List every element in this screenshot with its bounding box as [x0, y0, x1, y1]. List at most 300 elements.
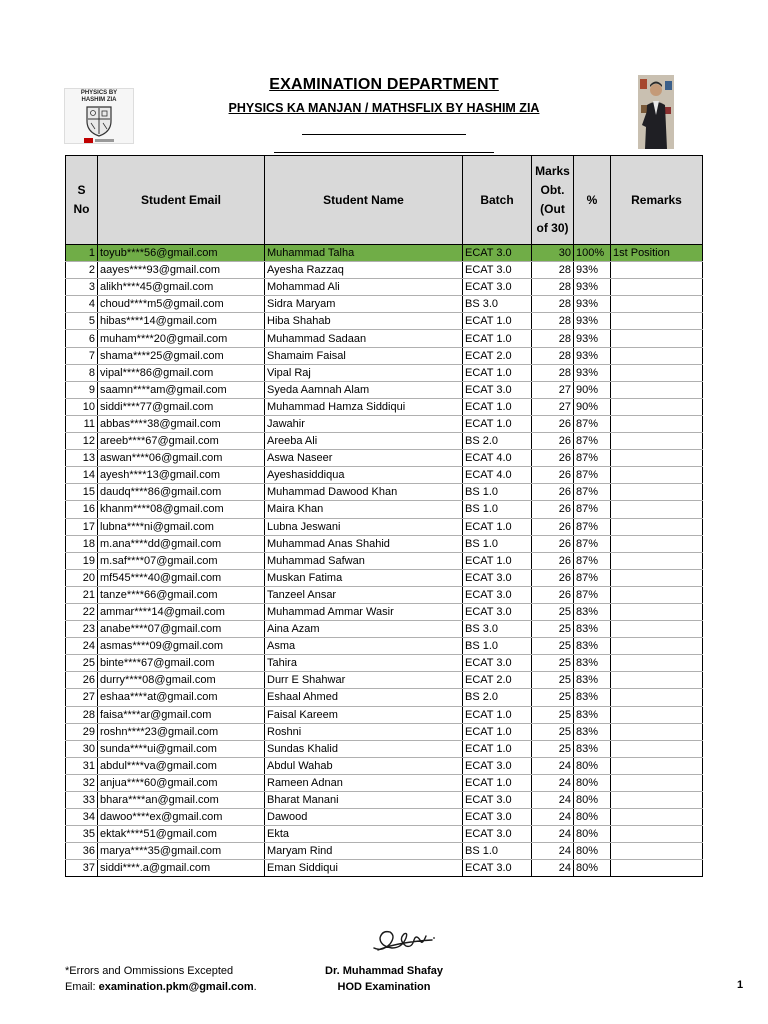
cell-remarks	[611, 433, 703, 450]
table-row	[66, 467, 703, 484]
divider-line	[302, 134, 466, 135]
physics-logo	[64, 88, 134, 144]
cell-sno: 29	[66, 723, 98, 740]
cell-marks: 27	[532, 398, 574, 415]
table-row	[66, 740, 703, 757]
cell-batch: BS 3.0	[463, 621, 532, 638]
cell-percent: 80%	[574, 774, 611, 791]
cell-sno: 17	[66, 518, 98, 535]
cell-percent: 83%	[574, 621, 611, 638]
table-row	[66, 245, 703, 262]
cell-email: marya****35@gmail.com	[98, 843, 265, 860]
cell-name: Eman Siddiqui	[265, 860, 463, 877]
contact-email-line	[65, 979, 257, 995]
cell-percent: 80%	[574, 843, 611, 860]
divider-line	[274, 152, 494, 153]
cell-sno: 8	[66, 364, 98, 381]
cell-sno: 32	[66, 774, 98, 791]
cell-sno: 37	[66, 860, 98, 877]
cell-sno: 9	[66, 381, 98, 398]
cell-sno: 33	[66, 792, 98, 809]
cell-percent: 87%	[574, 586, 611, 603]
cell-batch: ECAT 1.0	[463, 706, 532, 723]
cell-email: areeb****67@gmail.com	[98, 433, 265, 450]
cell-remarks	[611, 603, 703, 620]
cell-sno: 1	[66, 245, 98, 262]
table-row	[66, 552, 703, 569]
cell-name: Roshni	[265, 723, 463, 740]
cell-batch: ECAT 3.0	[463, 381, 532, 398]
cell-name: Lubna Jeswani	[265, 518, 463, 535]
cell-email: daudq****86@gmail.com	[98, 484, 265, 501]
table-row	[66, 638, 703, 655]
column-header-remarks: Remarks	[611, 156, 703, 245]
errors-note: *Errors and Ommissions Excepted	[65, 965, 234, 977]
cell-email: anjua****60@gmail.com	[98, 774, 265, 791]
cell-name: Vipal Raj	[265, 364, 463, 381]
cell-email: sunda****ui@gmail.com	[98, 740, 265, 757]
cell-marks: 26	[532, 586, 574, 603]
table-row	[66, 655, 703, 672]
signer-name: Dr. Muhammad Shafay	[325, 965, 443, 977]
cell-remarks	[611, 621, 703, 638]
cell-marks: 28	[532, 262, 574, 279]
cell-batch: ECAT 1.0	[463, 518, 532, 535]
cell-batch: BS 1.0	[463, 638, 532, 655]
cell-sno: 14	[66, 467, 98, 484]
cell-remarks	[611, 774, 703, 791]
cell-batch: ECAT 1.0	[463, 330, 532, 347]
cell-remarks	[611, 415, 703, 432]
table-row	[66, 603, 703, 620]
cell-batch: ECAT 1.0	[463, 723, 532, 740]
cell-batch: ECAT 3.0	[463, 279, 532, 296]
cell-sno: 6	[66, 330, 98, 347]
cell-batch: ECAT 4.0	[463, 450, 532, 467]
cell-marks: 24	[532, 809, 574, 826]
cell-email: dawoo****ex@gmail.com	[98, 809, 265, 826]
results-table	[65, 155, 703, 877]
cell-percent: 93%	[574, 262, 611, 279]
cell-sno: 21	[66, 586, 98, 603]
table-row	[66, 501, 703, 518]
cell-name: Faisal Kareem	[265, 706, 463, 723]
cell-batch: ECAT 2.0	[463, 672, 532, 689]
cell-email: tanze****66@gmail.com	[98, 586, 265, 603]
cell-percent: 100%	[574, 245, 611, 262]
cell-sno: 16	[66, 501, 98, 518]
cell-remarks	[611, 467, 703, 484]
column-header-email: Student Email	[98, 156, 265, 245]
cell-batch: BS 1.0	[463, 535, 532, 552]
table-row	[66, 415, 703, 432]
table-row	[66, 792, 703, 809]
table-row	[66, 723, 703, 740]
cell-percent: 90%	[574, 381, 611, 398]
cell-remarks	[611, 672, 703, 689]
cell-percent: 93%	[574, 313, 611, 330]
cell-remarks	[611, 330, 703, 347]
cell-batch: BS 1.0	[463, 843, 532, 860]
cell-marks: 26	[532, 552, 574, 569]
cell-email: ammar****14@gmail.com	[98, 603, 265, 620]
red-badge-icon	[84, 138, 114, 143]
cell-remarks	[611, 535, 703, 552]
cell-percent: 87%	[574, 535, 611, 552]
cell-percent: 87%	[574, 433, 611, 450]
cell-percent: 87%	[574, 450, 611, 467]
cell-batch: ECAT 1.0	[463, 415, 532, 432]
cell-marks: 26	[532, 501, 574, 518]
cell-marks: 25	[532, 603, 574, 620]
cell-marks: 26	[532, 518, 574, 535]
cell-batch: ECAT 1.0	[463, 313, 532, 330]
cell-marks: 26	[532, 450, 574, 467]
cell-sno: 12	[66, 433, 98, 450]
cell-percent: 83%	[574, 706, 611, 723]
signer-block	[324, 963, 444, 995]
table-row	[66, 774, 703, 791]
contact-email: examination.pkm@gmail.com	[98, 981, 254, 993]
cell-name: Syeda Aamnah Alam	[265, 381, 463, 398]
cell-percent: 90%	[574, 398, 611, 415]
cell-batch: BS 1.0	[463, 484, 532, 501]
cell-marks: 25	[532, 655, 574, 672]
table-row	[66, 826, 703, 843]
cell-batch: ECAT 1.0	[463, 774, 532, 791]
cell-sno: 34	[66, 809, 98, 826]
cell-marks: 25	[532, 706, 574, 723]
cell-sno: 3	[66, 279, 98, 296]
cell-remarks	[611, 655, 703, 672]
cell-sno: 11	[66, 415, 98, 432]
cell-sno: 18	[66, 535, 98, 552]
cell-percent: 83%	[574, 740, 611, 757]
cell-marks: 26	[532, 433, 574, 450]
cell-remarks	[611, 552, 703, 569]
cell-name: Muhammad Ammar Wasir	[265, 603, 463, 620]
cell-name: Muhammad Dawood Khan	[265, 484, 463, 501]
cell-sno: 36	[66, 843, 98, 860]
cell-marks: 24	[532, 826, 574, 843]
cell-percent: 80%	[574, 792, 611, 809]
cell-sno: 19	[66, 552, 98, 569]
cell-sno: 24	[66, 638, 98, 655]
cell-name: Durr E Shahwar	[265, 672, 463, 689]
cell-name: Muskan Fatima	[265, 569, 463, 586]
cell-email: choud****m5@gmail.com	[98, 296, 265, 313]
cell-name: Areeba Ali	[265, 433, 463, 450]
cell-remarks	[611, 843, 703, 860]
cell-batch: ECAT 1.0	[463, 740, 532, 757]
cell-name: Maira Khan	[265, 501, 463, 518]
results-table-body	[66, 245, 703, 877]
signer-title: HOD Examination	[337, 981, 431, 993]
cell-email: toyub****56@gmail.com	[98, 245, 265, 262]
cell-remarks	[611, 638, 703, 655]
table-row	[66, 518, 703, 535]
cell-batch: ECAT 3.0	[463, 603, 532, 620]
page-title: EXAMINATION DEPARTMENT	[269, 76, 499, 93]
table-row	[66, 313, 703, 330]
cell-percent: 87%	[574, 467, 611, 484]
cell-marks: 28	[532, 296, 574, 313]
cell-remarks: 1st Position	[611, 245, 703, 262]
cell-remarks	[611, 569, 703, 586]
table-row	[66, 621, 703, 638]
cell-remarks	[611, 279, 703, 296]
cell-marks: 26	[532, 569, 574, 586]
cell-batch: ECAT 3.0	[463, 569, 532, 586]
cell-percent: 83%	[574, 603, 611, 620]
cell-email: saamn****am@gmail.com	[98, 381, 265, 398]
table-row	[66, 450, 703, 467]
cell-name: Muhammad Hamza Siddiqui	[265, 398, 463, 415]
cell-email: binte****67@gmail.com	[98, 655, 265, 672]
cell-remarks	[611, 723, 703, 740]
cell-marks: 28	[532, 364, 574, 381]
cell-sno: 25	[66, 655, 98, 672]
cell-name: Mohammad Ali	[265, 279, 463, 296]
cell-remarks	[611, 347, 703, 364]
cell-email: roshn****23@gmail.com	[98, 723, 265, 740]
table-row	[66, 569, 703, 586]
cell-sno: 13	[66, 450, 98, 467]
cell-batch: ECAT 1.0	[463, 552, 532, 569]
cell-email: hibas****14@gmail.com	[98, 313, 265, 330]
cell-batch: ECAT 2.0	[463, 347, 532, 364]
cell-marks: 25	[532, 689, 574, 706]
table-row	[66, 398, 703, 415]
cell-sno: 4	[66, 296, 98, 313]
table-row	[66, 843, 703, 860]
table-row	[66, 433, 703, 450]
cell-remarks	[611, 689, 703, 706]
footer-notes	[65, 963, 257, 995]
column-header-batch: Batch	[463, 156, 532, 245]
cell-sno: 35	[66, 826, 98, 843]
cell-marks: 25	[532, 723, 574, 740]
cell-sno: 28	[66, 706, 98, 723]
cell-batch: BS 1.0	[463, 501, 532, 518]
table-row	[66, 279, 703, 296]
cell-remarks	[611, 740, 703, 757]
cell-email: m.saf****07@gmail.com	[98, 552, 265, 569]
cell-sno: 22	[66, 603, 98, 620]
cell-batch: ECAT 3.0	[463, 860, 532, 877]
cell-remarks	[611, 757, 703, 774]
cell-sno: 15	[66, 484, 98, 501]
cell-percent: 87%	[574, 552, 611, 569]
cell-batch: ECAT 3.0	[463, 262, 532, 279]
cell-name: Maryam Rind	[265, 843, 463, 860]
cell-remarks	[611, 450, 703, 467]
cell-percent: 83%	[574, 689, 611, 706]
cell-email: eshaa****at@gmail.com	[98, 689, 265, 706]
cell-remarks	[611, 313, 703, 330]
cell-name: Dawood	[265, 809, 463, 826]
cell-marks: 25	[532, 672, 574, 689]
cell-percent: 93%	[574, 296, 611, 313]
cell-percent: 87%	[574, 569, 611, 586]
cell-marks: 30	[532, 245, 574, 262]
cell-remarks	[611, 518, 703, 535]
cell-percent: 80%	[574, 809, 611, 826]
table-row	[66, 586, 703, 603]
cell-batch: ECAT 3.0	[463, 826, 532, 843]
cell-email: m.ana****dd@gmail.com	[98, 535, 265, 552]
cell-sno: 5	[66, 313, 98, 330]
cell-sno: 30	[66, 740, 98, 757]
cell-marks: 28	[532, 313, 574, 330]
table-row	[66, 484, 703, 501]
cell-email: mf545****40@gmail.com	[98, 569, 265, 586]
cell-name: Muhammad Talha	[265, 245, 463, 262]
cell-percent: 83%	[574, 655, 611, 672]
cell-email: faisa****ar@gmail.com	[98, 706, 265, 723]
cell-email: anabe****07@gmail.com	[98, 621, 265, 638]
cell-name: Abdul Wahab	[265, 757, 463, 774]
cell-email: aayes****93@gmail.com	[98, 262, 265, 279]
cell-sno: 20	[66, 569, 98, 586]
cell-email: siddi****77@gmail.com	[98, 398, 265, 415]
cell-batch: BS 2.0	[463, 433, 532, 450]
cell-name: Sundas Khalid	[265, 740, 463, 757]
cell-remarks	[611, 706, 703, 723]
table-row	[66, 706, 703, 723]
cell-name: Tahira	[265, 655, 463, 672]
cell-remarks	[611, 860, 703, 877]
column-header-name: Student Name	[265, 156, 463, 245]
cell-name: Sidra Maryam	[265, 296, 463, 313]
cell-batch: BS 3.0	[463, 296, 532, 313]
cell-batch: ECAT 3.0	[463, 792, 532, 809]
cell-remarks	[611, 296, 703, 313]
cell-email: khanm****08@gmail.com	[98, 501, 265, 518]
cell-name: Rameen Adnan	[265, 774, 463, 791]
cell-name: Muhammad Safwan	[265, 552, 463, 569]
cell-remarks	[611, 262, 703, 279]
cell-remarks	[611, 792, 703, 809]
cell-email: abdul****va@gmail.com	[98, 757, 265, 774]
cell-marks: 24	[532, 774, 574, 791]
column-header-sno: S No	[66, 156, 98, 245]
cell-percent: 83%	[574, 723, 611, 740]
column-header-marks: Marks Obt. (Out of 30)	[532, 156, 574, 245]
table-row	[66, 381, 703, 398]
signature-image	[368, 922, 440, 956]
cell-batch: ECAT 3.0	[463, 757, 532, 774]
cell-remarks	[611, 809, 703, 826]
cell-sno: 2	[66, 262, 98, 279]
cell-marks: 26	[532, 415, 574, 432]
cell-name: Shamaim Faisal	[265, 347, 463, 364]
cell-marks: 24	[532, 843, 574, 860]
cell-marks: 28	[532, 347, 574, 364]
cell-remarks	[611, 364, 703, 381]
cell-remarks	[611, 381, 703, 398]
logo-text-line2: HASHIM ZIA	[81, 96, 117, 103]
table-row	[66, 757, 703, 774]
table-row	[66, 262, 703, 279]
cell-percent: 80%	[574, 757, 611, 774]
table-header-row	[66, 156, 703, 245]
cell-percent: 87%	[574, 501, 611, 518]
table-row	[66, 860, 703, 877]
cell-percent: 87%	[574, 415, 611, 432]
cell-remarks	[611, 826, 703, 843]
cell-name: Bharat Manani	[265, 792, 463, 809]
cell-sno: 7	[66, 347, 98, 364]
cell-name: Ayeshasiddiqua	[265, 467, 463, 484]
cell-sno: 10	[66, 398, 98, 415]
cell-email: durry****08@gmail.com	[98, 672, 265, 689]
cell-percent: 80%	[574, 860, 611, 877]
page-number: 1	[737, 979, 744, 991]
cell-name: Muhammad Anas Shahid	[265, 535, 463, 552]
cell-marks: 26	[532, 467, 574, 484]
cell-name: Aina Azam	[265, 621, 463, 638]
table-row	[66, 689, 703, 706]
cell-email: muham****20@gmail.com	[98, 330, 265, 347]
cell-percent: 87%	[574, 484, 611, 501]
column-header-percent: %	[574, 156, 611, 245]
table-row	[66, 535, 703, 552]
cell-email: aswan****06@gmail.com	[98, 450, 265, 467]
cell-marks: 28	[532, 279, 574, 296]
cell-name: Muhammad Sadaan	[265, 330, 463, 347]
cell-marks: 25	[532, 740, 574, 757]
cell-percent: 83%	[574, 638, 611, 655]
cell-sno: 26	[66, 672, 98, 689]
cell-percent: 93%	[574, 347, 611, 364]
page-subtitle: PHYSICS KA MANJAN / MATHSFLIX BY HASHIM ZIA	[228, 101, 540, 115]
cell-remarks	[611, 501, 703, 518]
cell-email: abbas****38@gmail.com	[98, 415, 265, 432]
cell-batch: ECAT 1.0	[463, 364, 532, 381]
cell-email: vipal****86@gmail.com	[98, 364, 265, 381]
cell-name: Ayesha Razzaq	[265, 262, 463, 279]
cell-batch: ECAT 4.0	[463, 467, 532, 484]
cell-marks: 26	[532, 535, 574, 552]
cell-marks: 27	[532, 381, 574, 398]
cell-sno: 27	[66, 689, 98, 706]
cell-percent: 93%	[574, 330, 611, 347]
cell-percent: 83%	[574, 672, 611, 689]
cell-email: ektak****51@gmail.com	[98, 826, 265, 843]
cell-name: Tanzeel Ansar	[265, 586, 463, 603]
cell-marks: 25	[532, 621, 574, 638]
cell-name: Eshaal Ahmed	[265, 689, 463, 706]
cell-email: alikh****45@gmail.com	[98, 279, 265, 296]
cell-batch: ECAT 1.0	[463, 398, 532, 415]
cell-name: Aswa Naseer	[265, 450, 463, 467]
cell-batch: ECAT 3.0	[463, 586, 532, 603]
table-row	[66, 364, 703, 381]
cell-percent: 80%	[574, 826, 611, 843]
table-row	[66, 296, 703, 313]
table-row	[66, 347, 703, 364]
cell-sno: 23	[66, 621, 98, 638]
cell-batch: ECAT 3.0	[463, 245, 532, 262]
email-suffix: .	[253, 981, 257, 993]
cell-marks: 26	[532, 484, 574, 501]
cell-marks: 24	[532, 860, 574, 877]
cell-email: lubna****ni@gmail.com	[98, 518, 265, 535]
cell-marks: 28	[532, 330, 574, 347]
table-row	[66, 330, 703, 347]
cell-marks: 24	[532, 757, 574, 774]
